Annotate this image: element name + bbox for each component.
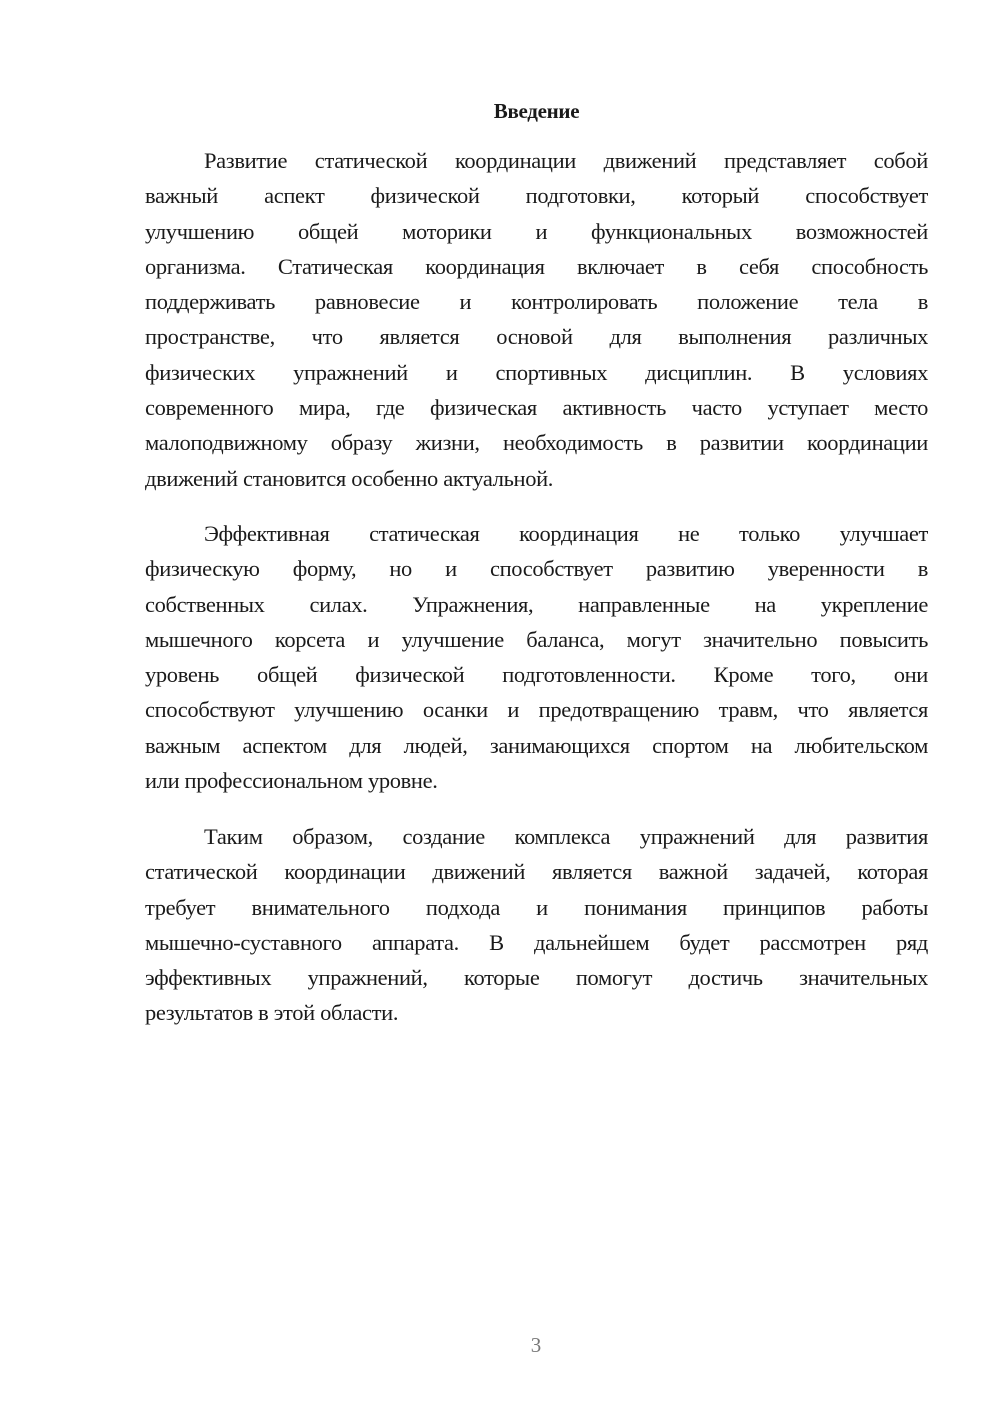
text-line: физических упражнений и спортивных дисциплин. В условиях (145, 359, 928, 385)
text-line: мышечно-суставного аппарата. В дальнейшем будет рассмотрен ряд (145, 929, 928, 955)
text-line: Эффективная статическая координация не только улучшает (204, 521, 928, 546)
paragraph-2 (145, 516, 928, 798)
paragraph-1 (145, 143, 928, 496)
page-number: 3 (530, 1333, 542, 1357)
text-line: статической координации движений является важной задачей, которая (145, 859, 928, 885)
text-line: Таким образом, создание комплекса упражнений для развития (204, 824, 928, 849)
text-line: важным аспектом для людей, занимающихся спортом на любительском (145, 732, 928, 758)
text-line: физическую форму, но и способствует развитию уверенности в (145, 556, 928, 582)
text-line: или профессиональном уровне. (145, 768, 438, 794)
text-line: пространстве, что является основой для выполнения различных (145, 324, 928, 350)
text-line: собственных силах. Упражнения, направленные на укрепление (145, 591, 928, 617)
text-line: улучшению общей моторики и функциональных возможностей (145, 218, 928, 244)
text-line: организма. Статическая координация включает в себя способность (145, 253, 928, 279)
text-line: эффективных упражнений, которые помогут достичь значительных (145, 965, 928, 991)
text-line: малоподвижному образу жизни, необходимость в развитии координации (145, 430, 928, 456)
text-line: движений становится особенно актуальной. (145, 465, 554, 491)
text-line: мышечного корсета и улучшение баланса, могут значительно повысить (145, 626, 928, 652)
paragraph-3 (145, 819, 928, 1031)
text-line: способствуют улучшению осанки и предотвращению травм, что является (145, 697, 928, 723)
text-line: современного мира, где физическая активность часто уступает место (145, 395, 928, 421)
section-heading: Введение (493, 99, 580, 123)
text-line: важный аспект физической подготовки, который способствует (145, 183, 928, 209)
text-line: требует внимательного подхода и понимания принципов работы (145, 894, 928, 920)
text-line: результатов в этой области. (145, 1000, 399, 1026)
text-line: уровень общей физической подготовленности. Кроме того, они (145, 662, 928, 688)
text-line: Развитие статической координации движений представляет собой (204, 148, 928, 173)
text-line: поддерживать равновесие и контролировать положение тела в (145, 289, 928, 315)
